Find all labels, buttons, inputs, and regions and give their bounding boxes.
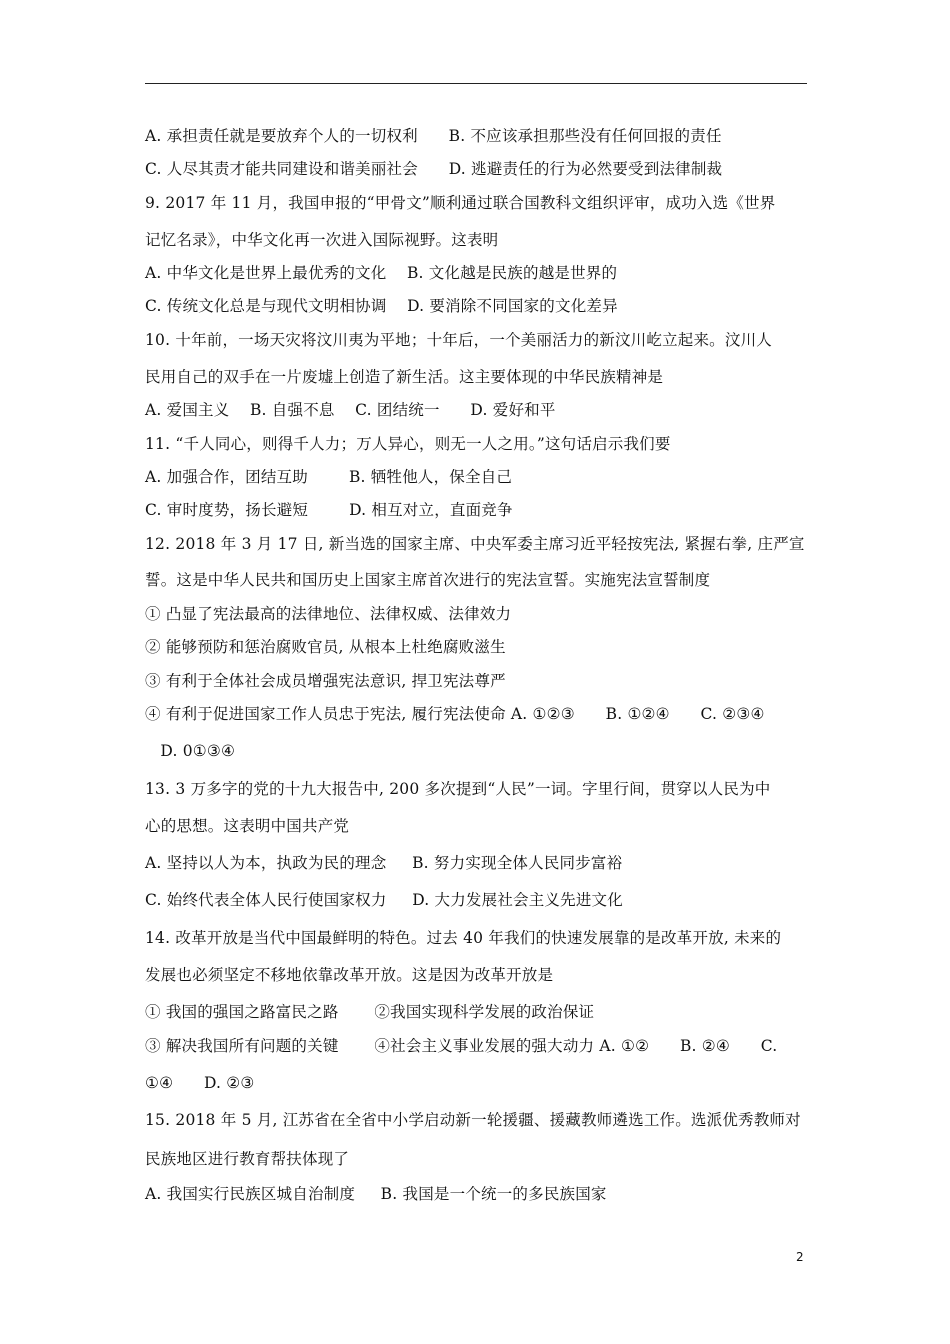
text-line: A. 爱国主义 B. 自强不息 C. 团结统一 D. 爱好和平: [145, 401, 556, 419]
text-line: ① 我国的强国之路富民之路 ②我国实现科学发展的政治保证: [145, 1003, 595, 1021]
text-line: ② 能够预防和惩治腐败官员, 从根本上杜绝腐败滋生: [145, 638, 506, 656]
text-line: ④ 有利于促进国家工作人员忠于宪法, 履行宪法使命 A. ①②③ B. ①②④ C. ②③④: [145, 705, 765, 723]
text-line: 民族地区进行教育帮扶体现了: [145, 1150, 350, 1168]
text-line: 心的思想。这表明中国共产党: [145, 817, 350, 835]
text-line: A. 承担责任就是要放弃个人的一切权利 B. 不应该承担那些没有任何回报的责任: [145, 127, 722, 145]
text-line: C. 人尽其责才能共同建设和谐美丽社会 D. 逃避责任的行为必然要受到法律制裁: [145, 160, 723, 178]
text-line: A. 坚持以人为本，执政为民的理念 B. 努力实现全体人民同步富裕: [145, 854, 623, 872]
text-line: 记忆名录》，中华文化再一次进入国际视野。这表明: [145, 231, 499, 249]
question-line: 11. “千人同心，则得千人力；万人异心，则无一人之用。”这句话启示我们要: [145, 435, 671, 453]
text-line: A. 中华文化是世界上最优秀的文化 B. 文化越是民族的越是世界的: [145, 264, 618, 282]
text-line: A. 我国实行民族区城自治制度 B. 我国是一个统一的多民族国家: [145, 1185, 607, 1203]
text-line: ①④ D. ②③: [145, 1074, 255, 1092]
text-line: ① 凸显了宪法最高的法律地位、法律权威、法律效力: [145, 605, 512, 623]
text-line: ③ 解决我国所有问题的关键 ④社会主义事业发展的强大动力 A. ①② B. ②④ C.: [145, 1037, 778, 1055]
question-line: 15. 2018 年 5 月, 江苏省在全省中小学启动新一轮援疆、援藏教师遴选工作。选派优秀教师对: [145, 1111, 801, 1129]
header-rule: [145, 83, 807, 84]
text-line: 民用自己的双手在一片废墟上创造了新生活。这主要体现的中华民族精神是: [145, 368, 664, 386]
question-line: 14. 改革开放是当代中国最鲜明的特色。过去 40 年我们的快速发展靠的是改革开放, 未来的: [145, 929, 782, 947]
text-line: 发展也必须坚定不移地依靠改革开放。这是因为改革开放是: [145, 966, 554, 984]
text-line: D. 0①③④: [145, 742, 236, 760]
text-line: C. 传统文化总是与现代文明相协调 D. 要消除不同国家的文化差异: [145, 297, 618, 315]
question-line: 13. 3 万多字的党的十九大报告中, 200 多次提到“人民”一词。字里行间，贯穿以人民为中: [145, 780, 771, 798]
text-line: A. 加强合作，团结互助 B. 牺牲他人，保全自己: [145, 468, 513, 486]
question-line: 12. 2018 年 3 月 17 日, 新当选的国家主席、中央军委主席习近平轻按宪法, 紧握右拳, 庄严宣: [145, 535, 805, 553]
text-line: C. 审时度势，扬长避短 D. 相互对立，直面竞争: [145, 501, 513, 519]
question-line: 9. 2017 年 11 月，我国申报的“甲骨文”顺利通过联合国教科文组织评审，成功入选《世界: [145, 194, 776, 212]
page-number: 2: [796, 1250, 804, 1264]
text-line: ③ 有利于全体社会成员增强宪法意识, 捍卫宪法尊严: [145, 672, 506, 690]
question-line: 10. 十年前，一场天灾将汶川夷为平地；十年后，一个美丽活力的新汶川屹立起来。汶川人: [145, 331, 772, 349]
text-line: C. 始终代表全体人民行使国家权力 D. 大力发展社会主义先进文化: [145, 891, 623, 909]
text-line: 誓。这是中华人民共和国历史上国家主席首次进行的宪法宣誓。实施宪法宣誓制度: [145, 571, 711, 589]
